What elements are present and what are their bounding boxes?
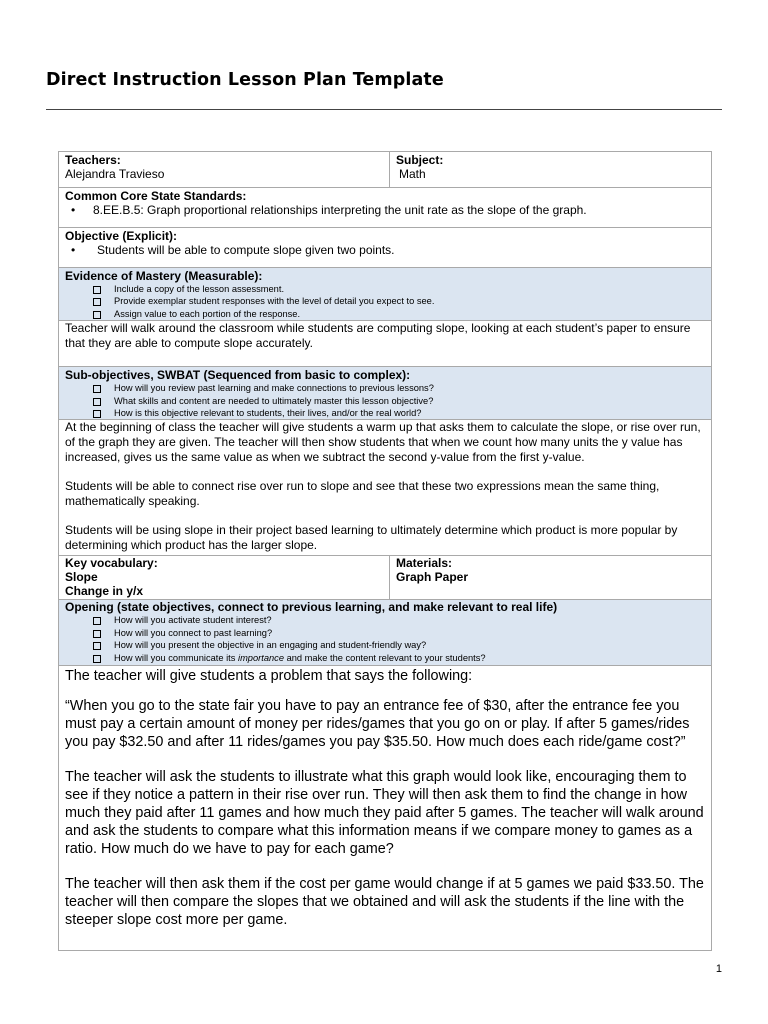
subject-cell — [390, 152, 712, 188]
opening-response-cell — [59, 666, 712, 951]
vocabulary-cell — [59, 556, 390, 600]
objective-list — [65, 243, 705, 257]
subject-label: Subject: — [396, 153, 444, 167]
subobjectives-paragraph: Students will be using slope in their project based learning to ultimately determine which product is more popular by determining which product has the larger slope. — [65, 523, 678, 553]
objective-item: • Students will be able to compute slope given two points. — [69, 243, 705, 257]
prompt-item: Provide exemplar student responses with the level of detail you expect to see. — [91, 295, 705, 307]
standards-item: • 8.EE.B.5: Graph proportional relationships interpreting the unit rate as the slope of the graph. — [69, 203, 705, 217]
prompt-item: How will you connect to past learning? — [91, 627, 705, 639]
teachers-cell — [59, 152, 390, 188]
objective-row — [59, 228, 712, 268]
objective-cell — [59, 228, 712, 268]
vocabulary-item: Slope — [65, 570, 98, 585]
opening-response-row — [59, 666, 712, 951]
prompt-item: How is this objective relevant to students, their lives, and/or the real world? — [91, 407, 705, 419]
vocabulary-label: Key vocabulary: — [65, 556, 158, 571]
document-title: Direct Instruction Lesson Plan Template — [46, 70, 444, 90]
prompt-text: and make the content relevant to your students? — [284, 652, 486, 663]
materials-cell — [390, 556, 712, 600]
lesson-plan-table — [58, 151, 712, 951]
title-divider — [46, 109, 722, 110]
subobjectives-prompts — [65, 382, 705, 419]
standards-cell — [59, 188, 712, 228]
mastery-prompts — [65, 283, 705, 320]
page-number: 1 — [715, 963, 722, 975]
subobjectives-header-cell — [59, 367, 712, 420]
opening-header-row — [59, 600, 712, 666]
materials-value: Graph Paper — [396, 570, 469, 585]
subobjectives-label: Sub-objectives, SWBAT (Sequenced from basic to complex): — [65, 368, 411, 383]
prompt-item: How will you present the objective in an engaging and student-friendly way? — [91, 639, 705, 651]
subobjectives-response-row — [59, 420, 712, 556]
prompt-item: Assign value to each portion of the response. — [91, 308, 705, 320]
opening-paragraph: The teacher will then ask them if the cost per game would change if at 5 games we paid $33.50. The teacher will then compare the slopes that we obtained and will ask the students if the line with the steeper slope cost more per game. — [65, 876, 704, 929]
prompt-item — [91, 652, 705, 664]
subobjectives-paragraph: At the beginning of class the teacher will give students a warm up that asks them to calculate the slope, or rise over run, of the graph they are given. The teacher will then show students that when we count how many units the y value has increased, gives us the same value as when we subtract the second y-value from the first y-value. — [65, 420, 701, 465]
subobjectives-paragraph: Students will be able to connect rise over run to slope and see that these two expressions mean the same thing, mathematically speaking. — [65, 479, 660, 509]
opening-intro: The teacher will give students a problem that says the following: — [65, 668, 473, 685]
opening-label: Opening (state objectives, connect to previous learning, and make relevant to real life) — [65, 600, 558, 615]
teachers-subject-row — [59, 152, 712, 188]
opening-prompts — [65, 614, 705, 664]
materials-label: Materials: — [396, 556, 453, 571]
teachers-value: Alejandra Travieso — [65, 167, 165, 181]
prompt-text: How will you communicate its — [114, 652, 238, 663]
vocabulary-materials-row — [59, 556, 712, 600]
prompt-item: How will you activate student interest? — [91, 614, 705, 626]
subobjectives-header-row — [59, 367, 712, 420]
mastery-header-cell — [59, 268, 712, 321]
opening-paragraph: The teacher will ask the students to illustrate what this graph would look like, encouraging them to see if they notice a pattern in their rise over run. They will then ask them to find the change in how much they paid after 11 games and how much they paid after 5 games. The teacher will walk around and ask the students to compare what this information means if we compare money to games as a ratio. How much do we have to pay for each game? — [65, 769, 704, 858]
standards-label: Common Core State Standards: — [65, 189, 247, 203]
prompt-item: Include a copy of the lesson assessment. — [91, 283, 705, 295]
standards-row — [59, 188, 712, 228]
prompt-item: What skills and content are needed to ultimately master this lesson objective? — [91, 395, 705, 407]
opening-header-cell — [59, 600, 712, 666]
opening-quote: “When you go to the state fair you have to pay an entrance fee of $30, after the entrance fee you must pay a certain amount of money per rides/games that you go on or play. If after 5 games/rides you pay $32.50 and after 11 rides/games you pay $35.50. How much does each ride/game cost?” — [65, 698, 690, 751]
prompt-item: How will you review past learning and make connections to previous lessons? — [91, 382, 705, 394]
objective-label: Objective (Explicit): — [65, 229, 178, 243]
teachers-label: Teachers: — [65, 153, 121, 167]
subject-value: Math — [399, 167, 426, 181]
vocabulary-item: Change in y/x — [65, 584, 144, 599]
subobjectives-response-cell — [59, 420, 712, 556]
mastery-response-row — [59, 321, 712, 367]
mastery-response: Teacher will walk around the classroom while students are computing slope, looking at each student’s paper to ensure that they are able to compute slope accurately. — [65, 321, 691, 351]
standards-list — [65, 203, 705, 217]
prompt-emphasis: importance — [238, 652, 284, 663]
mastery-response-cell — [59, 321, 712, 367]
mastery-header-row — [59, 268, 712, 321]
mastery-label: Evidence of Mastery (Measurable): — [65, 269, 263, 283]
